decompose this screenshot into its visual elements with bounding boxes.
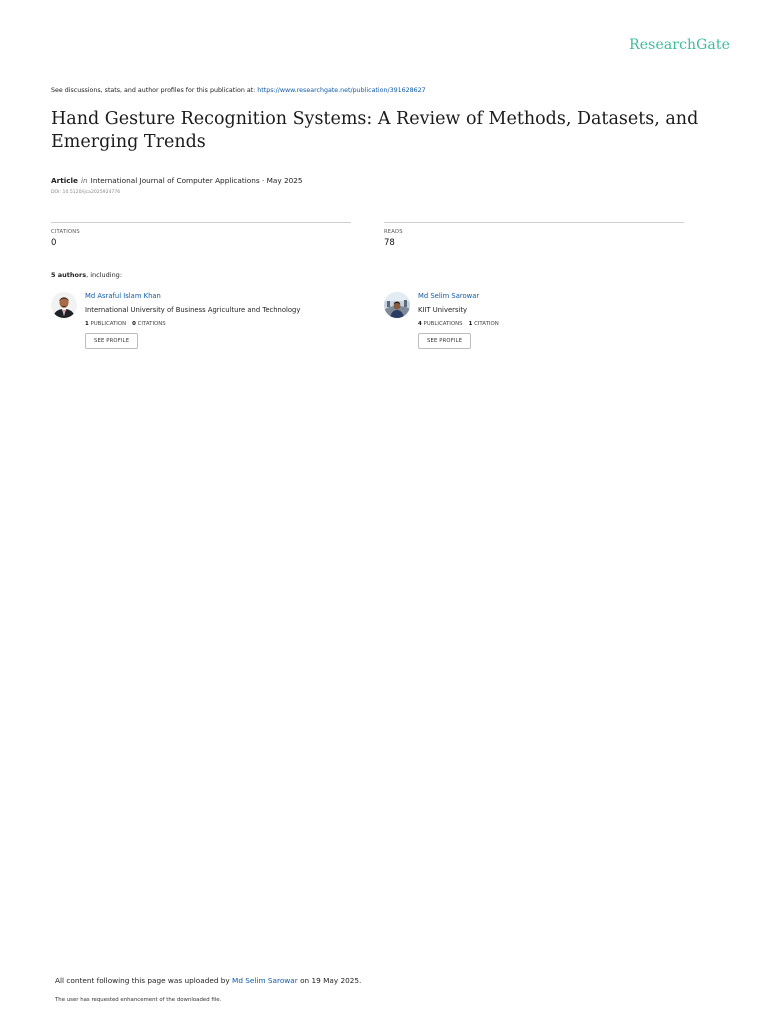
publication-meta [51,176,303,185]
person-avatar-icon [51,292,77,318]
uploader-link[interactable]: Md Selim Sarowar [232,976,298,985]
authors-heading [51,271,122,279]
citations-count: 0 [132,321,136,327]
author-info [418,292,688,349]
doi: DOI: 10.5120/ijca2025924776 [51,190,121,195]
see-profile-button[interactable]: SEE PROFILE [85,333,138,349]
reads-value: 78 [384,238,395,248]
citations-count-label: CITATION [474,321,499,327]
person-avatar-icon [384,292,410,318]
author-avatar[interactable] [51,292,77,318]
citations-value: 0 [51,238,57,248]
discussion-prefix: See discussions, stats, and author profiles for this publication at: [51,87,258,94]
author-institution: International University of Business Agriculture and Technology [85,306,301,314]
authors-count: 5 authors [51,271,87,279]
discussion-line [51,87,691,94]
see-profile-button[interactable]: SEE PROFILE [418,333,471,349]
citations-count-label: CITATIONS [137,321,166,327]
publication-venue: International Journal of Computer Applications · May 2025 [90,176,303,185]
publications-label: PUBLICATIONS [423,321,463,327]
in-label: in [81,176,88,185]
author-counts [85,321,355,327]
citations-stat [51,222,351,248]
author-name[interactable]: Md Selim Sarowar [418,292,480,300]
researchgate-logo[interactable]: ResearchGate [629,37,730,53]
publications-label: PUBLICATION [90,321,127,327]
authors-suffix: , including: [86,271,123,279]
publication-link[interactable]: https://www.researchgate.net/publication/391628627 [257,87,426,94]
reads-stat [384,222,684,248]
author-card [384,292,684,362]
author-avatar[interactable] [384,292,410,318]
paper-title: Hand Gesture Recognition Systems: A Review of Methods, Datasets, and Emerging Trends [51,109,699,152]
uploaded-prefix: All content following this page was uploaded by [55,976,233,985]
author-counts [418,321,688,327]
reads-label: READS [384,229,403,235]
citations-count: 1 [468,321,473,327]
author-name[interactable]: Md Asraful Islam Khan [85,292,161,300]
enhancement-note: The user has requested enhancement of the downloaded file. [55,997,222,1003]
author-card [51,292,351,362]
author-info [85,292,355,349]
publication-type: Article [51,176,79,185]
publications-count: 1 [85,321,89,327]
author-institution: KIIT University [418,306,468,314]
citations-label: CITATIONS [51,229,80,235]
publications-count: 4 [418,321,422,327]
uploaded-note [55,976,361,985]
uploaded-suffix: on 19 May 2025. [297,976,362,985]
